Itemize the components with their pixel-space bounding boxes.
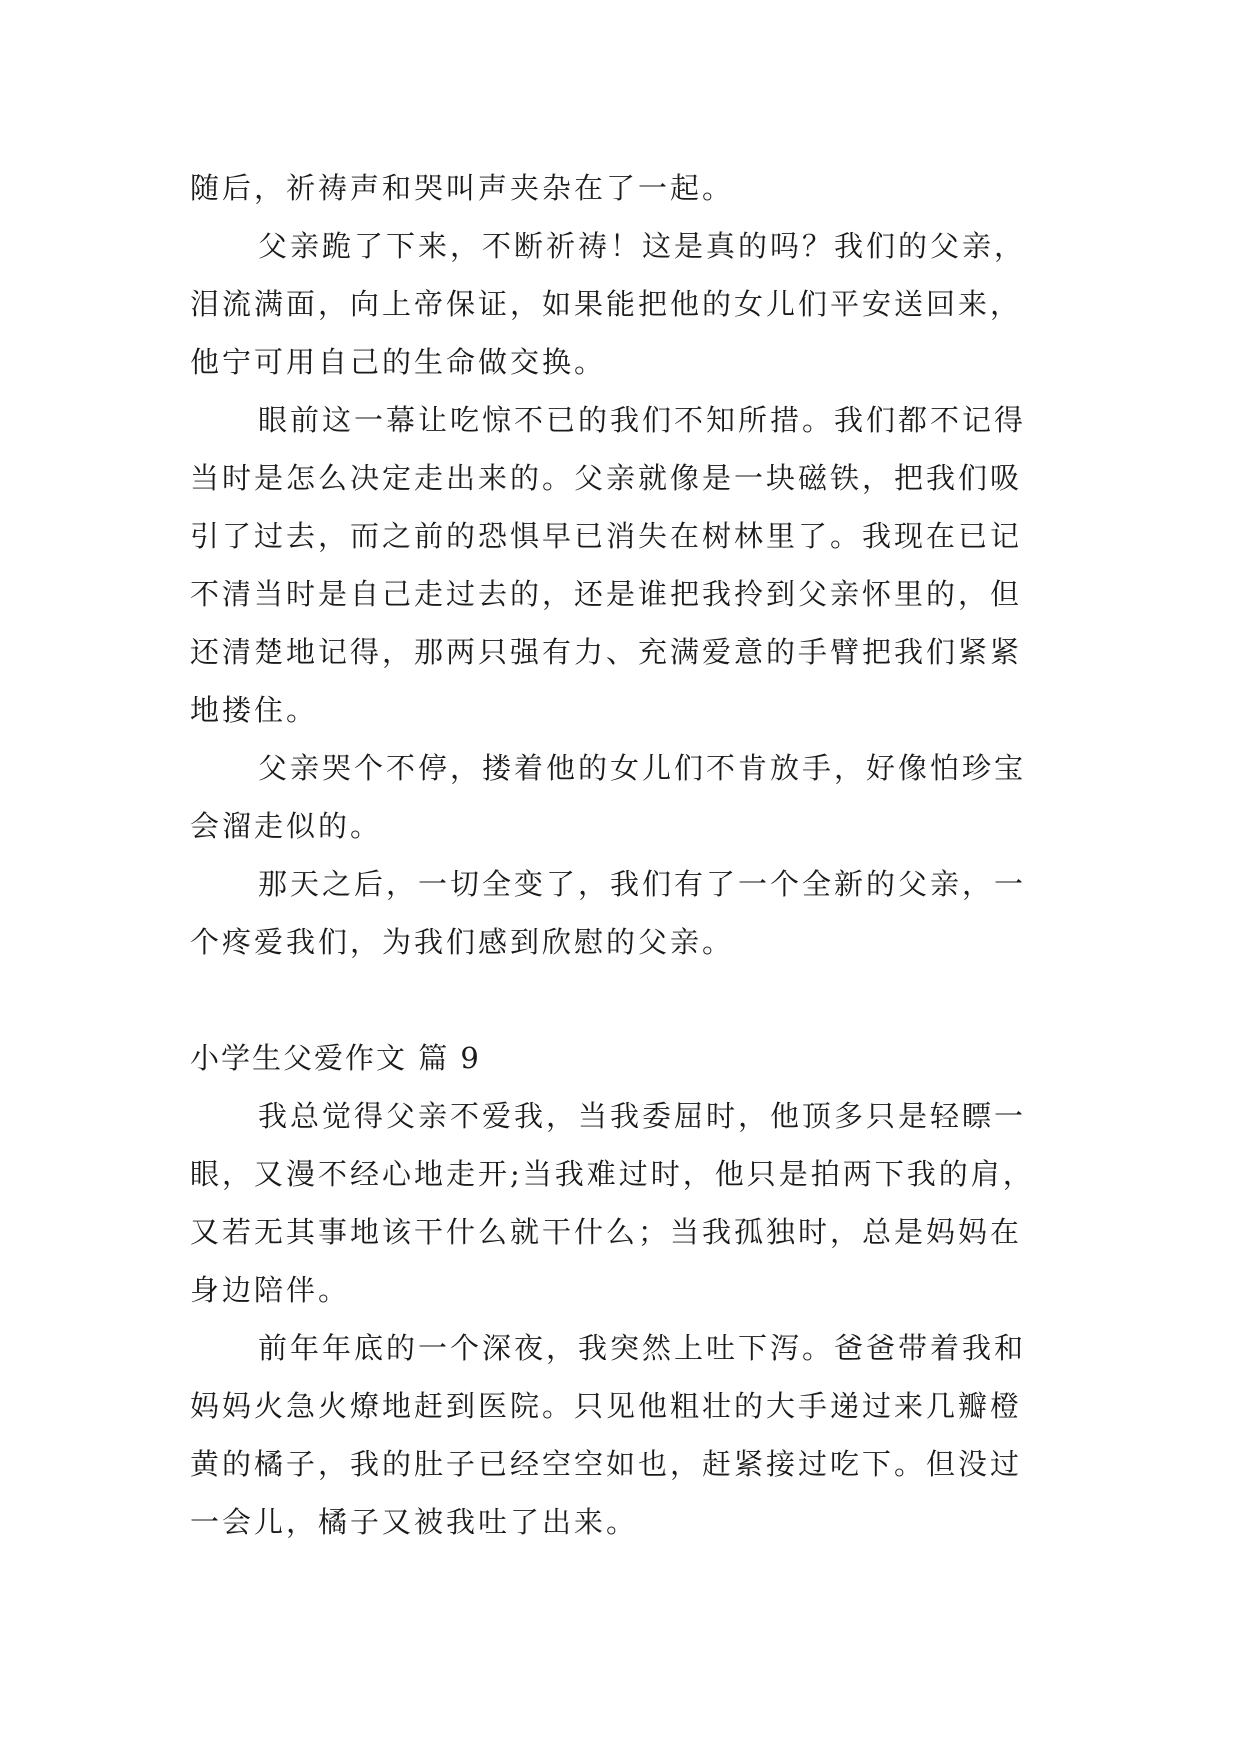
paragraph-line: 身边陪伴。 [190, 1273, 351, 1307]
paragraph-line: 黄的橘子，我的肚子已经空空如也，赶紧接过吃下。但没过 [190, 1447, 1023, 1481]
paragraph-line: 个疼爱我们，为我们感到欣慰的父亲。 [190, 925, 735, 959]
paragraph-line: 前年年底的一个深夜，我突然上吐下泻。爸爸带着我和 [258, 1331, 1027, 1365]
paragraph-line: 眼前这一幕让吃惊不已的我们不知所措。我们都不记得 [258, 403, 1027, 437]
paragraph-line: 一会儿，橘子又被我吐了出来。 [190, 1505, 639, 1539]
paragraph-line: 还清楚地记得，那两只强有力、充满爱意的手臂把我们紧紧 [190, 635, 1023, 669]
paragraph-line: 眼，又漫不经心地走开;当我难过时，他只是拍两下我的肩， [190, 1157, 1035, 1191]
paragraph-line: 引了过去，而之前的恐惧早已消失在树林里了。我现在已记 [190, 519, 1023, 553]
paragraph-line: 我总觉得父亲不爱我，当我委屈时，他顶多只是轻瞟一 [258, 1099, 1027, 1133]
paragraph-line: 泪流满面，向上帝保证，如果能把他的女儿们平安送回来， [190, 287, 1023, 321]
paragraph-line: 不清当时是自己走过去的，还是谁把我拎到父亲怀里的，但 [190, 577, 1023, 611]
section-title: 小学生父爱作文 篇 9 [190, 1041, 481, 1075]
paragraph-line: 当时是怎么决定走出来的。父亲就像是一块磁铁，把我们吸 [190, 461, 1023, 495]
paragraph-line: 他宁可用自己的生命做交换。 [190, 345, 607, 379]
paragraph-line: 地搂住。 [190, 693, 319, 727]
paragraph-line: 那天之后，一切全变了，我们有了一个全新的父亲，一 [258, 867, 1027, 901]
paragraph-line: 父亲跪了下来，不断祈祷！这是真的吗？我们的父亲， [258, 229, 1027, 263]
paragraph-line: 又若无其事地该干什么就干什么；当我孤独时，总是妈妈在 [190, 1215, 1023, 1249]
paragraph-line: 随后，祈祷声和哭叫声夹杂在了一起。 [190, 171, 735, 205]
paragraph-line: 妈妈火急火燎地赶到医院。只见他粗壮的大手递过来几瓣橙 [190, 1389, 1023, 1423]
paragraph-line: 会溜走似的。 [190, 809, 383, 843]
paragraph-line: 父亲哭个不停，搂着他的女儿们不肯放手，好像怕珍宝 [258, 751, 1027, 785]
